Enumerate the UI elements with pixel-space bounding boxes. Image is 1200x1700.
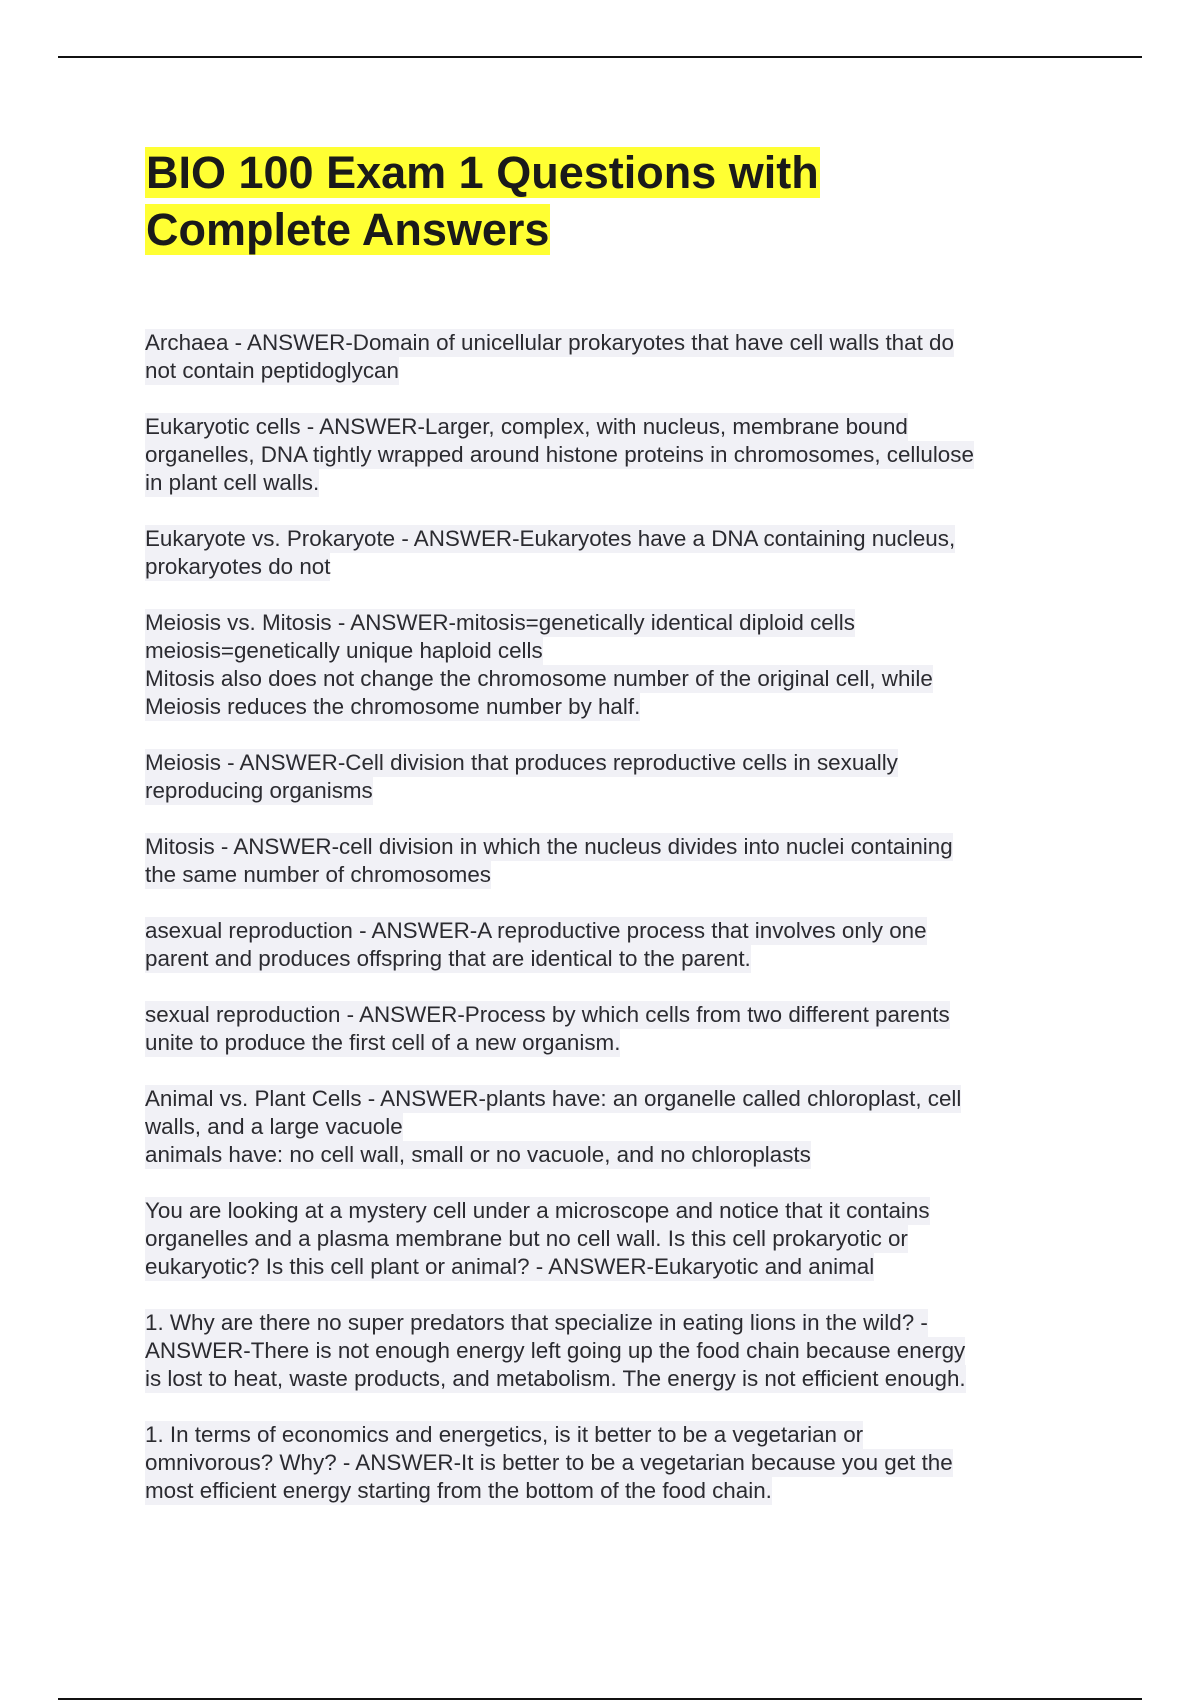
qa-entry-line: sexual reproduction - ANSWER-Process by which cells from two different parents (145, 1002, 950, 1027)
qa-entry-line: You are looking at a mystery cell under a microscope and notice that it contains (145, 1198, 930, 1223)
qa-entry-line: walls, and a large vacuole (145, 1114, 403, 1139)
qa-entry (145, 525, 1065, 581)
top-rule (58, 56, 1142, 58)
title-block (145, 144, 1045, 258)
title-line-1: BIO 100 Exam 1 Questions with (146, 147, 819, 198)
qa-entry (145, 749, 1065, 805)
qa-entry-line: organelles and a plasma membrane but no cell wall. Is this cell prokaryotic or (145, 1226, 908, 1251)
qa-entry-line: Archaea - ANSWER-Domain of unicellular prokaryotes that have cell walls that do (145, 330, 954, 355)
qa-entry-line: not contain peptidoglycan (145, 358, 399, 383)
qa-entry-line: Animal vs. Plant Cells - ANSWER-plants have: an organelle called chloroplast, cell (145, 1086, 962, 1111)
title-line-2: Complete Answers (146, 204, 550, 255)
qa-entry-line: Eukaryotic cells - ANSWER-Larger, complex, with nucleus, membrane bound (145, 414, 908, 439)
qa-entry (145, 1309, 1065, 1393)
qa-entry-line: in plant cell walls. (145, 470, 320, 495)
qa-entry (145, 1421, 1065, 1505)
qa-entry (145, 1001, 1065, 1057)
qa-entry-line: prokaryotes do not (145, 554, 331, 579)
qa-entry-line: is lost to heat, waste products, and metabolism. The energy is not efficient enough. (145, 1366, 966, 1391)
qa-entry-line: Eukaryote vs. Prokaryote - ANSWER-Eukaryotes have a DNA containing nucleus, (145, 526, 956, 551)
qa-entry-line: animals have: no cell wall, small or no vacuole, and no chloroplasts (145, 1142, 811, 1167)
qa-entry (145, 609, 1065, 721)
qa-entry-line: 1. In terms of economics and energetics, is it better to be a vegetarian or (145, 1422, 864, 1447)
qa-entry-line: parent and produces offspring that are identical to the parent. (145, 946, 751, 971)
qa-entry-line: meiosis=genetically unique haploid cells (145, 638, 543, 663)
qa-entry-line: organelles, DNA tightly wrapped around histone proteins in chromosomes, cellulose (145, 442, 974, 467)
qa-entry-line: Meiosis reduces the chromosome number by half. (145, 694, 641, 719)
qa-entry-line: ANSWER-There is not enough energy left going up the food chain because energy (145, 1338, 966, 1363)
qa-entry-line: asexual reproduction - ANSWER-A reproductive process that involves only one (145, 918, 927, 943)
qa-list (145, 329, 1065, 1533)
qa-entry (145, 1085, 1065, 1169)
qa-entry (145, 917, 1065, 973)
qa-entry-line: the same number of chromosomes (145, 862, 491, 887)
qa-entry-line: 1. Why are there no super predators that specialize in eating lions in the wild? - (145, 1310, 928, 1335)
qa-entry-line: unite to produce the first cell of a new organism. (145, 1030, 621, 1055)
qa-entry-line: eukaryotic? Is this cell plant or animal? - ANSWER-Eukaryotic and animal (145, 1254, 875, 1279)
qa-entry (145, 1197, 1065, 1281)
qa-entry-line: most efficient energy starting from the bottom of the food chain. (145, 1478, 772, 1503)
qa-entry-line: Mitosis - ANSWER-cell division in which the nucleus divides into nuclei containing (145, 834, 953, 859)
qa-entry-line: reproducing organisms (145, 778, 373, 803)
qa-entry (145, 413, 1065, 497)
qa-entry-line: omnivorous? Why? - ANSWER-It is better to be a vegetarian because you get the (145, 1450, 953, 1475)
qa-entry (145, 833, 1065, 889)
document-title (145, 144, 1045, 258)
qa-entry-line: Meiosis vs. Mitosis - ANSWER-mitosis=genetically identical diploid cells (145, 610, 855, 635)
qa-entry-line: Meiosis - ANSWER-Cell division that produces reproductive cells in sexually (145, 750, 898, 775)
qa-entry (145, 329, 1065, 385)
qa-entry-line: Mitosis also does not change the chromosome number of the original cell, while (145, 666, 933, 691)
